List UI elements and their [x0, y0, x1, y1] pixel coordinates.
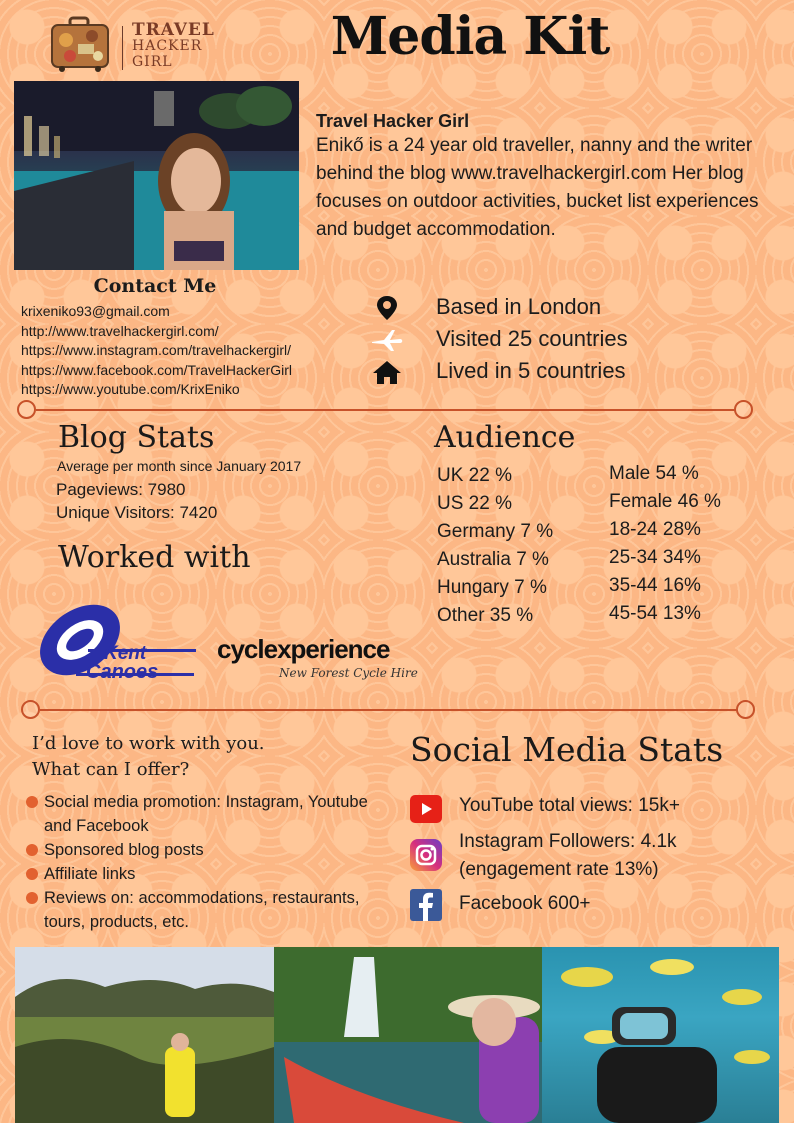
divider-dot-right: [736, 700, 755, 719]
divider-dot-left: [21, 700, 40, 719]
offer-list: [26, 790, 398, 934]
bio-text: Enikő is a 24 year old traveller, nanny and the writer behind the blog www.travelhackergirl.com Her blog focuses on outdoor activities, bucket list experiences and budget accommodation.: [316, 135, 759, 240]
audience-demographic: 45-54 13%: [609, 603, 701, 624]
bullet-icon: [26, 892, 38, 904]
social-stats-title: Social Media Stats: [410, 730, 724, 769]
offer-item: [26, 790, 398, 838]
divider-line-bottom: [40, 709, 738, 711]
audience-demographics: [609, 460, 779, 628]
offer-title-line-1: I’d love to work with you.: [32, 733, 265, 754]
bullet-icon: [26, 796, 38, 808]
photo-mountains: [15, 947, 274, 1123]
fact-visited: [370, 325, 690, 355]
youtube-stat: YouTube total views: 15k+: [459, 795, 680, 816]
fact-lived: [370, 357, 690, 387]
suitcase-icon: [48, 16, 112, 72]
bio-name: Travel Hacker Girl: [316, 111, 470, 131]
audience-title: Audience: [434, 420, 576, 455]
contact-facebook[interactable]: https://www.facebook.com/TravelHackerGirl: [21, 361, 293, 378]
logo-divider: [122, 26, 123, 70]
kent-canoes-logo: [28, 594, 200, 688]
offer-item-text: Sponsored blog posts: [44, 841, 204, 859]
fact-visited-text: Visited 25 countries: [436, 326, 628, 351]
bullet-icon: [26, 868, 38, 880]
audience-country: Other 35 %: [437, 605, 534, 626]
audience-demographic: 25-34 34%: [609, 547, 701, 568]
fact-lived-text: Lived in 5 countries: [436, 358, 626, 383]
social-youtube: [409, 792, 769, 826]
logo: [48, 16, 215, 72]
offer-item-text: Social media promotion: Instagram, Youtube and Facebook: [44, 793, 368, 835]
audience-demographic: Female 46 %: [609, 491, 721, 512]
fact-based-text: Based in London: [436, 294, 602, 319]
logo-line-3: GIRL: [132, 54, 173, 70]
worked-with-title: Worked with: [58, 540, 251, 575]
audience-demographic: Male 54 %: [609, 463, 699, 484]
contact-youtube[interactable]: https://www.youtube.com/KrixEniko: [21, 381, 240, 397]
logo-line-1: TRAVEL: [132, 20, 215, 40]
kent-line-2: Canoes: [86, 661, 159, 683]
home-icon: [370, 359, 404, 385]
audience-countries: [437, 462, 607, 630]
instagram-icon: [409, 838, 443, 872]
location-pin-icon: [370, 295, 404, 321]
divider-dot-right: [734, 400, 753, 419]
logo-line-2: HACKER: [132, 38, 203, 54]
contact-email[interactable]: krixeniko93@gmail.com: [21, 303, 170, 319]
offer-item-text: Reviews on: accommodations, restaurants, tours, products, etc.: [44, 889, 360, 931]
blog-stats-visitors: Unique Visitors: 7420: [56, 503, 218, 522]
facebook-icon: [409, 888, 443, 922]
youtube-icon: [409, 792, 443, 826]
airplane-icon: [370, 327, 404, 353]
logo-text: [132, 22, 222, 70]
instagram-stat-line-2: (engagement rate 13%): [459, 859, 659, 880]
social-instagram: [409, 828, 769, 884]
audience-country: Australia 7 %: [437, 549, 549, 570]
offer-item: [26, 886, 398, 934]
profile-photo: [14, 81, 299, 270]
divider-dot-left: [17, 400, 36, 419]
offer-title: [32, 731, 332, 783]
offer-item-text: Affiliate links: [44, 865, 136, 883]
cyclexperience-name: cyclexperience: [217, 634, 390, 664]
contact-list: [21, 302, 321, 400]
offer-item: [26, 862, 398, 886]
bio: [316, 110, 776, 244]
offer-title-line-2: What can I offer?: [32, 759, 190, 780]
blog-stats-subtitle: Average per month since January 2017: [57, 458, 302, 474]
kent-line-1: Kent: [104, 643, 147, 664]
cyclexperience-tagline: New Forest Cycle Hire: [279, 666, 418, 680]
contact-website[interactable]: http://www.travelhackergirl.com/: [21, 322, 219, 339]
fact-based: [370, 293, 690, 323]
photo-diving: [542, 947, 779, 1123]
contact-instagram[interactable]: https://www.instagram.com/travelhackergirl/: [21, 342, 291, 358]
social-facebook: [409, 888, 769, 922]
audience-country: UK 22 %: [437, 465, 512, 486]
audience-country: Germany 7 %: [437, 521, 554, 542]
cyclexperience-logo: [217, 634, 417, 688]
audience-country: Hungary 7 %: [437, 577, 547, 598]
photo-kayak: [274, 947, 542, 1123]
page-title: Media Kit: [330, 6, 610, 67]
blog-stats-pageviews: Pageviews: 7980: [56, 480, 186, 499]
facebook-stat: Facebook 600+: [459, 893, 591, 914]
blog-stats-title: Blog Stats: [58, 420, 215, 455]
divider-line-top: [36, 409, 736, 411]
contact-title: Contact Me: [93, 275, 217, 297]
instagram-stat-line-1: Instagram Followers: 4.1k: [459, 831, 677, 852]
audience-demographic: 35-44 16%: [609, 575, 701, 596]
audience-country: US 22 %: [437, 493, 512, 514]
audience-demographic: 18-24 28%: [609, 519, 701, 540]
offer-item: [26, 838, 398, 862]
bullet-icon: [26, 844, 38, 856]
